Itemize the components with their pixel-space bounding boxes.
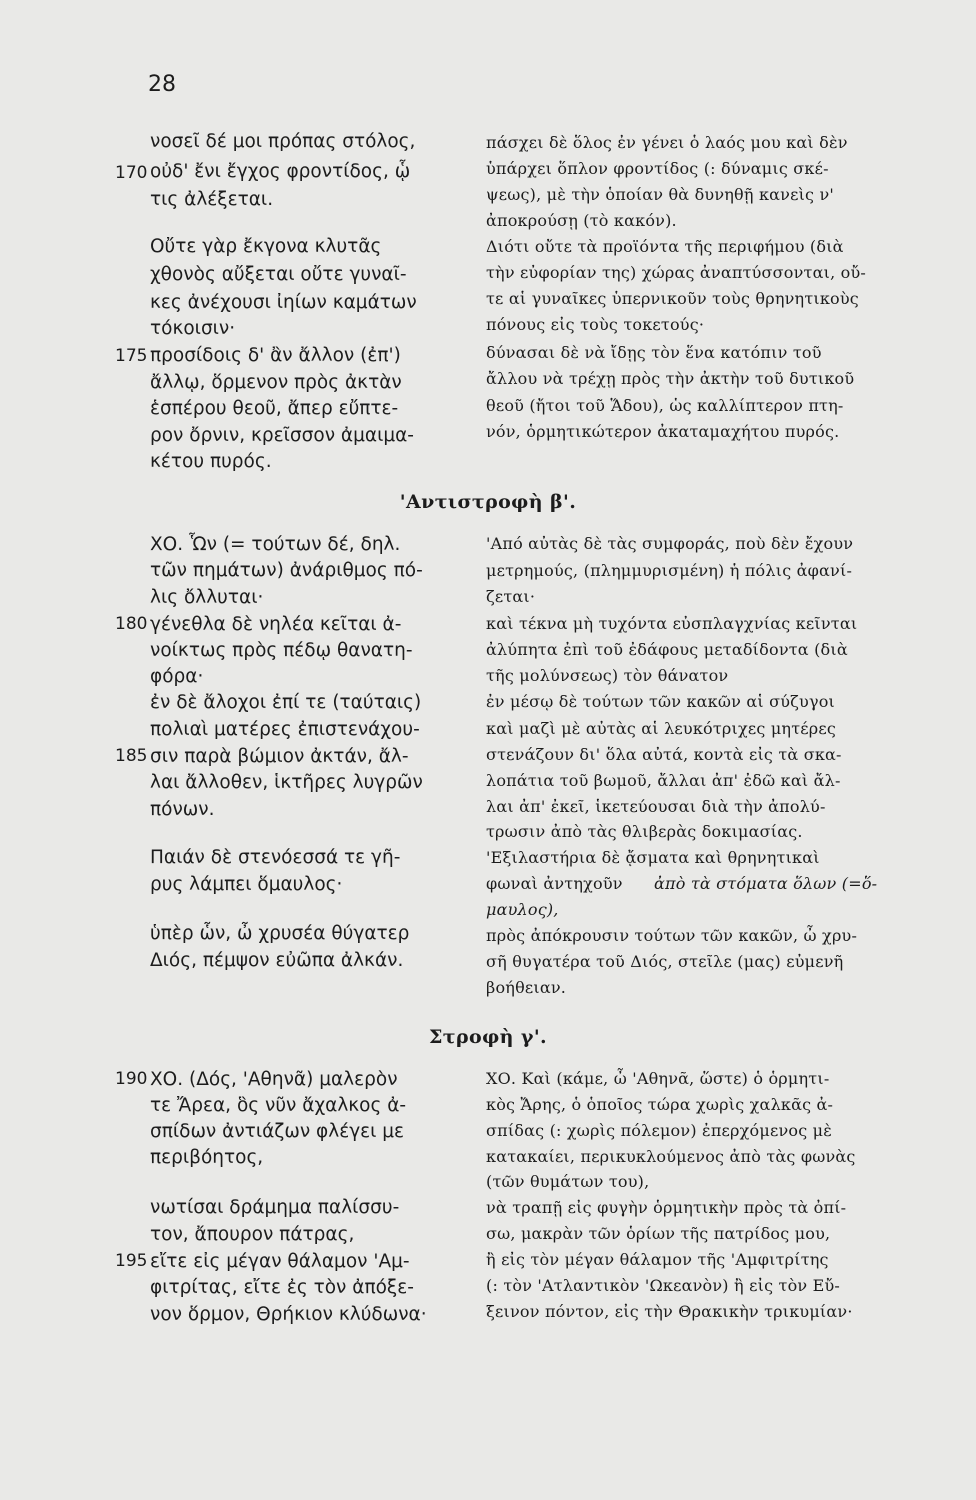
translation-line: ξεινον πόντον, εἰς τὴν Θρακικὴν τρικυμίαν· <box>486 1302 853 1321</box>
translation-line: καὶ μαζὶ μὲ αὐτὰς αἱ λευκότριχες μητέρες <box>486 719 836 738</box>
line-number: 175 <box>115 346 148 366</box>
translation-line: φωναὶ ἀντηχοῦν <box>486 874 623 893</box>
greek-line: ΧΟ. Ὧν (= τούτων δέ, δηλ. <box>150 534 401 555</box>
translation-line-italic: ἀπὸ τὰ στόματα ὅλων (=ὅ- <box>654 874 878 893</box>
translation-line: σω, μακρὰν τῶν ὁρίων τῆς πατρίδος μου, <box>486 1224 831 1243</box>
translation-line: ΧΟ. Καὶ (κάμε, ὦ 'Αθηνᾶ, ὥστε) ὁ ὁρμητι- <box>486 1069 830 1088</box>
greek-line: φιτρίτας, εἴτε ἐς τὸν ἀπόξε- <box>150 1277 414 1298</box>
translation-line: μετρημούς, (πλημμυρισμένη) ἡ πόλις ἀφανί- <box>486 561 853 580</box>
greek-line: ἐν δὲ ἄλοχοι ἐπί τε (ταύταις) <box>150 692 422 713</box>
greek-line: ἑσπέρου θεοῦ, ἄπερ εὔπτε- <box>150 398 399 419</box>
greek-line: προσίδοις δ' ἂν ἄλλον (ἐπ') <box>150 345 401 366</box>
translation-line: καὶ τέκνα μὴ τυχόντα εὐσπλαγχνίας κεῖνται <box>486 614 858 633</box>
translation-line: Διότι οὔτε τὰ προϊόντα τῆς περιφήμου (διὰ <box>486 237 844 256</box>
translation-line: στενάζουν δι' ὅλα αὐτά, κοντὰ εἰς τὰ σκα- <box>486 745 842 764</box>
greek-line: φόρα· <box>150 666 204 687</box>
greek-line: κες ἀνέχουσι ἰηίων καμάτων <box>150 292 417 313</box>
translation-line: (τῶν θυμάτων του), <box>486 1172 650 1191</box>
translation-line: τῆς μολύνσεως) τὸν θάνατον <box>486 666 729 685</box>
greek-line: γένεθλα δὲ νηλέα κεῖται ἀ- <box>150 614 402 635</box>
greek-line: νωτίσαι δράμημα παλίσσυ- <box>150 1197 400 1218</box>
translation-line: σπίδας (: χωρὶς πόλεμον) ἐπερχόμενος μὲ <box>486 1121 833 1140</box>
line-number: 185 <box>115 746 148 766</box>
translation-line: δύνασαι δὲ νὰ ἴδῃς τὸν ἕνα κατόπιν τοῦ <box>486 343 822 362</box>
translation-line: ἢ εἰς τὸν μέγαν θάλαμον τῆς 'Αμφιτρίτης <box>486 1250 829 1269</box>
greek-line: χθονὸς αὔξεται οὔτε γυναῖ- <box>150 264 407 285</box>
translation-line: τρωσιν ἀπὸ τὰς θλιβερὰς δοκιμασίας. <box>486 822 803 841</box>
translation-line: κὸς Ἄρης, ὁ ὁποῖος τώρα χωρὶς χαλκᾶς ἀ- <box>486 1095 834 1114</box>
translation-line: ζεται· <box>486 587 536 606</box>
greek-line: ἄλλῳ, ὅρμενον πρὸς ἀκτὰν <box>150 372 402 393</box>
translation-line: σῆ θυγατέρα τοῦ Διός, στεῖλε (μας) εὐμενῆ <box>486 952 844 971</box>
greek-line: ὑπὲρ ὧν, ὦ χρυσέα θύγατερ <box>150 923 410 944</box>
greek-line: Διός, πέμψον εὐῶπα ἀλκάν. <box>150 950 404 971</box>
translation-line: τὴν εὐφορίαν της) χώρας ἀναπτύσσονται, οὔ- <box>486 263 867 282</box>
translation-line: θεοῦ (ἤτοι τοῦ Ἅδου), ὡς καλλίπτερον πτη- <box>486 396 844 415</box>
translation-line: ἄλλου νὰ τρέχῃ πρὸς τὴν ἀκτὴν τοῦ δυτικοῦ <box>486 369 855 388</box>
greek-line: ρον ὄρνιν, κρεῖσσον ἀμαιμα- <box>150 425 414 446</box>
line-number: 170 <box>115 163 148 183</box>
greek-line: Παιάν δὲ στενόεσσά τε γῆ- <box>150 847 401 868</box>
translation-line: λαι ἀπ' ἐκεῖ, ἱκετεύουσαι διὰ τὴν ἀπολύ- <box>486 797 826 816</box>
section-heading-strophe: Στροφὴ γ'. <box>428 1026 548 1048</box>
translation-line: βοήθειαν. <box>486 978 567 997</box>
greek-line: νοίκτως πρὸς πέδῳ θανατη- <box>150 640 413 661</box>
greek-line: οὐδ' ἔνι ἔγχος φροντίδος, ᾧ <box>150 161 411 182</box>
greek-line: νον ὅρμον, Θρήκιον κλύδωνα· <box>150 1304 427 1325</box>
translation-line: πρὸς ἀπόκρουσιν τούτων τῶν κακῶν, ὦ χρυ- <box>486 926 858 945</box>
greek-line: πόνων. <box>150 799 215 820</box>
greek-line: Οὔτε γὰρ ἔκγονα κλυτᾶς <box>150 236 382 257</box>
line-number: 190 <box>115 1069 148 1089</box>
translation-line: λοπάτια τοῦ βωμοῦ, ἄλλαι ἀπ' ἐδῶ καὶ ἄλ- <box>486 771 841 790</box>
greek-line: λαι ἄλλοθεν, ἱκτῆρες λυγρῶν <box>150 772 423 793</box>
greek-line: ΧΟ. (Δός, 'Αθηνᾶ) μαλερὸν <box>150 1069 398 1090</box>
greek-line: τον, ἄπουρον πάτρας, <box>150 1224 355 1245</box>
greek-line: περιβόητος, <box>150 1147 264 1168</box>
greek-line: τε Ἄρεα, ὃς νῦν ἄχαλκος ἀ- <box>150 1095 407 1116</box>
section-heading-antistrophe: 'Αντιστροφὴ β'. <box>399 491 577 513</box>
translation-line: νόν, ὁρμητικώτερον ἀκαταμαχήτου πυρός. <box>486 422 840 441</box>
line-number: 180 <box>115 614 148 634</box>
greek-line: τόκοισιν· <box>150 318 236 339</box>
greek-line: νοσεῖ δέ μοι πρόπας στόλος, <box>150 131 416 152</box>
greek-line: κέτου πυρός. <box>150 451 272 472</box>
translation-line: νὰ τραπῇ εἰς φυγὴν ὁρμητικὴν πρὸς τὰ ὀπί- <box>486 1198 847 1217</box>
greek-line: σπίδων ἀντιάζων φλέγει με <box>150 1121 405 1142</box>
translation-line: 'Από αὐτὰς δὲ τὰς συμφοράς, ποὺ δὲν ἔχουν <box>486 534 854 553</box>
line-number: 195 <box>115 1251 148 1271</box>
translation-line: ἐν μέσῳ δὲ τούτων τῶν κακῶν αἱ σύζυγοι <box>486 692 836 711</box>
translation-line: (: τὸν 'Ατλαντικὸν 'Ωκεανὸν) ἢ εἰς τὸν Εὔ- <box>486 1276 841 1295</box>
translation-line-italic: μαυλος), <box>486 900 559 919</box>
page-number: 28 <box>148 72 176 97</box>
translation-line: ἀποκρούσῃ (τὸ κακόν). <box>486 211 677 230</box>
greek-line: τις ἀλέξεται. <box>150 189 274 210</box>
greek-line: σιν παρὰ βώμιον ἀκτάν, ἄλ- <box>150 746 409 767</box>
greek-line: τῶν πημάτων) ἀνάριθμος πό- <box>150 560 423 581</box>
greek-line: πολιαὶ ματέρες ἐπιστενάχου- <box>150 719 420 740</box>
translation-line: ψεως), μὲ τὴν ὁποίαν θὰ δυνηθῇ κανεὶς ν' <box>486 185 835 204</box>
translation-line: ὑπάρχει ὅπλον φροντίδος (: δύναμις σκέ- <box>486 159 829 178</box>
greek-line: λις ὄλλυται· <box>150 587 264 608</box>
translation-line: κατακαίει, περικυκλούμενος ἀπὸ τὰς φωνὰς <box>486 1147 856 1166</box>
translation-line: πόνους εἰς τοὺς τοκετούς· <box>486 315 705 334</box>
translation-line: πάσχει δὲ ὅλος ἐν γένει ὁ λαός μου καὶ δὲν <box>486 133 848 152</box>
greek-line: εἴτε εἰς μέγαν θάλαμον 'Αμ- <box>150 1251 410 1272</box>
translation-line: ἀλύπητα ἐπὶ τοῦ ἐδάφους μεταδίδοντα (διὰ <box>486 640 848 659</box>
greek-line: ρυς λάμπει ὅμαυλος· <box>150 874 343 895</box>
translation-line: 'Εξιλαστήρια δὲ ᾄσματα καὶ θρηνητικαὶ <box>486 848 820 867</box>
translation-line: τε αἱ γυναῖκες ὑπερνικοῦν τοὺς θρηνητικοὺς <box>486 289 859 308</box>
